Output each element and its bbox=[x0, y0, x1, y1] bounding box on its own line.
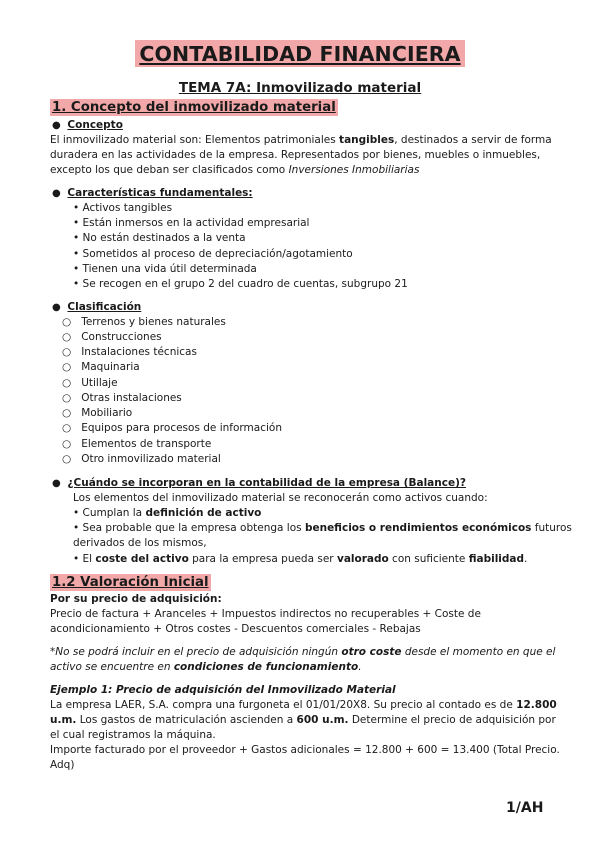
precio-label: Por su precio de adquisición: bbox=[50, 593, 222, 605]
cuando-intro: Los elementos del inmovilizado material se reconocerán como activos cuando: bbox=[73, 492, 488, 504]
list-item: ○ Terrenos y bienes naturales bbox=[62, 316, 226, 328]
ejemplo-line: Importe facturado por el proveedor + Gastos adicionales = 12.800 + 600 = 13.400 (Total Precio. bbox=[50, 744, 560, 756]
cuando-item: • El coste del activo para la empresa pueda ser valorado con suficiente fiabilidad. bbox=[73, 553, 528, 565]
list-item: ○ Utillaje bbox=[62, 377, 118, 389]
list-item: ○ Otras instalaciones bbox=[62, 392, 182, 404]
list-item: • Sometidos al proceso de depreciación/agotamiento bbox=[73, 248, 353, 260]
concepto-text-line: El inmovilizado material son: Elementos patrimoniales tangibles, destinados a servir de forma bbox=[50, 134, 552, 146]
page-number: 1/AH bbox=[506, 800, 544, 816]
section-heading-concepto: 1. Concepto del inmovilizado material bbox=[52, 100, 336, 115]
cuando-item: • Sea probable que la empresa obtenga los beneficios o rendimientos económicos futuros bbox=[73, 522, 572, 534]
cuando-item-cont: derivados de los mismos, bbox=[73, 537, 207, 549]
note-line: activo se encuentre en condiciones de funcionamiento. bbox=[50, 661, 362, 673]
section-heading-valoracion: 1.2 Valoración Inicial bbox=[52, 575, 209, 590]
list-item: ○ Instalaciones técnicas bbox=[62, 346, 197, 358]
list-item: • Se recogen en el grupo 2 del cuadro de cuentas, subgrupo 21 bbox=[73, 278, 408, 290]
page-subtitle: TEMA 7A: Inmovilizado material bbox=[178, 80, 422, 96]
concepto-text-line: duradera en las actividades de la empresa. Representados por bienes, muebles o inmuebles, bbox=[50, 149, 541, 161]
precio-formula-line: acondicionamiento + Otros costes - Descuentos comerciales - Rebajas bbox=[50, 623, 421, 635]
list-item: • No están destinados a la venta bbox=[73, 232, 246, 244]
note-line: *No se podrá incluir en el precio de adquisición ningún otro coste desde el momento en que el bbox=[50, 646, 556, 658]
clasificacion-bullet: ● Clasificación bbox=[52, 301, 142, 313]
list-item: • Están inmersos en la actividad empresarial bbox=[73, 217, 310, 229]
list-item: ○ Equipos para procesos de información bbox=[62, 422, 282, 434]
list-item: ○ Mobiliario bbox=[62, 407, 133, 419]
list-item: • Activos tangibles bbox=[73, 202, 173, 214]
cuando-bullet: ● ¿Cuándo se incorporan en la contabilidad de la empresa (Balance)? bbox=[52, 477, 466, 489]
list-item: ○ Maquinaria bbox=[62, 361, 140, 373]
ejemplo-title: Ejemplo 1: Precio de adquisición del Inmovilizado Material bbox=[50, 684, 396, 696]
ejemplo-line: La empresa LAER, S.A. compra una furgoneta el 01/01/20X8. Su precio al contado es de 12.800 bbox=[50, 699, 557, 711]
ejemplo-line: Adq) bbox=[50, 759, 75, 771]
ejemplo-line: u.m. Los gastos de matriculación ascienden a 600 u.m. Determine el precio de adquisición por bbox=[50, 714, 556, 726]
page-title: CONTABILIDAD FINANCIERA bbox=[0, 40, 600, 67]
precio-formula-line: Precio de factura + Aranceles + Impuestos indirectos no recuperables + Coste de bbox=[50, 608, 481, 620]
list-item: ○ Otro inmovilizado material bbox=[62, 453, 221, 465]
cuando-item: • Cumplan la definición de activo bbox=[73, 507, 262, 519]
concepto-text-line: excepto los que deban ser clasificados como Inversiones Inmobiliarias bbox=[50, 164, 420, 176]
list-item: • Tienen una vida útil determinada bbox=[73, 263, 257, 275]
list-item: ○ Construcciones bbox=[62, 331, 162, 343]
concepto-bullet: ● Concepto bbox=[52, 119, 123, 131]
ejemplo-line: el cual registramos la máquina. bbox=[50, 729, 216, 741]
caracteristicas-bullet: ● Características fundamentales: bbox=[52, 187, 253, 199]
list-item: ○ Elementos de transporte bbox=[62, 438, 212, 450]
